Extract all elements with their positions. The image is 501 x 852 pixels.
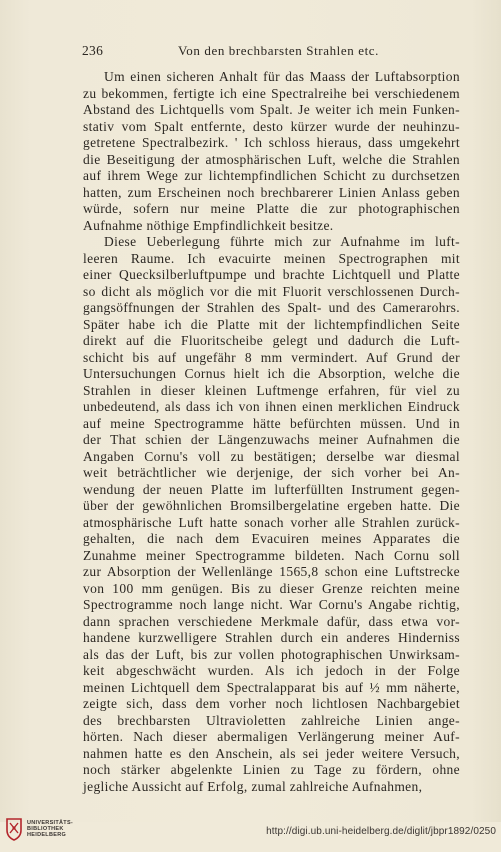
text-line: auf meine Spectrogramme hätte befürchten müssen. Und in: [83, 415, 460, 431]
text-line: meinen Lichtquell dem Spectralapparat bis auf ½ mm näherte,: [83, 679, 460, 695]
text-line: direkt auf die Fluoritscheibe gelegt und dadurch die Luft-: [83, 333, 460, 348]
text-line: stativ vom Spalt entfernte, desto kürzer wurde der neuhinzu-: [83, 118, 460, 134]
text-line: gehalten, die nach dem Evacuiren meines Apparates die: [83, 531, 460, 546]
text-line: Aufnahme nöthige Empfindlichkeit besitze.: [83, 217, 334, 233]
text-line: noch stärker abgelenkte Linien zu Tage zu fördern, ohne: [83, 762, 460, 777]
text-line: Strahlen in dieser kleinen Luftmenge erfahren, für viel zu: [83, 382, 460, 398]
text-line: des brechbarsten Ultravioletten zahlreiche Linien ange-: [83, 712, 460, 728]
library-name-line: HEIDELBERG: [27, 832, 67, 838]
text-line: Um einen sicheren Anhalt für das Maass der Luftabsorption: [104, 69, 460, 84]
text-line: unbedeutend, als dass ich von ihnen einen merklichen Eindruck: [83, 399, 460, 414]
library-name-line: BIBLIOTHEK: [27, 826, 64, 832]
text-line: getretene Spectralbezirk. ' Ich schloss hieraus, dass umgekehrt: [83, 135, 460, 150]
text-line: der That schien der Längenzuwachs meiner Aufnahmen die: [83, 432, 460, 447]
text-line: Abstand des Lichtquells vom Spalt. Je weiter ich mein Funken-: [83, 102, 460, 117]
text-line: die Beseitigung der atmosphärischen Luft, welche die Strahlen: [83, 151, 460, 167]
text-line: einer Quecksilberluftpumpe und brachte Lichtquell und Platte: [83, 267, 460, 282]
text-line: Untersuchungen Cornus hielt ich die Absorption, welche die: [83, 366, 460, 381]
text-line: über der gewöhnlichen Bromsilbergelatine ergeben hatte. Die: [83, 498, 460, 513]
page-number: 236: [82, 43, 104, 58]
text-line: so dicht als möglich vor die mit Fluorit verschlossenen Durch-: [83, 283, 460, 299]
text-line: Spectrogramme noch lange nicht. War Cornu's Angabe richtig,: [83, 597, 460, 612]
library-name: [27, 820, 73, 838]
text-line: auf ihrem Wege zur lichtempfindlichen Schicht zu durchsetzen: [83, 168, 460, 183]
heidelberg-library-logo-icon: [5, 817, 23, 841]
text-line: würde, sofern nur meine Platte die zur photographischen: [83, 201, 460, 216]
library-name-line: UNIVERSITÄTS-: [27, 820, 74, 826]
text-line: atmosphärische Luft hatte sonach vorher alle Strahlen zurück-: [83, 514, 460, 530]
text-line: leeren Raume. Ich evacuirte meinen Spectrographen mit: [83, 250, 460, 266]
text-line: dann sprachen verschiedene Merkmale dafür, dass etwa vor-: [83, 613, 460, 629]
text-line: handene kurzwelligere Strahlen durch ein anderes Hinderniss: [83, 630, 460, 645]
text-line: Angaben Cornu's voll zu bestätigen; derselbe war diesmal: [83, 448, 460, 464]
text-line: jegliche Aussicht auf Erfolg, zumal zahlreiche Aufnahmen,: [83, 778, 423, 794]
body-text: [83, 69, 460, 795]
running-head: [82, 43, 461, 61]
text-line: hatten, zum Erscheinen noch brechbarerer Linien Anlass geben: [83, 184, 460, 200]
text-line: von 100 mm genügen. Bis zu dieser Grenze reichten meine: [83, 580, 460, 596]
text-line: als das der Luft, bis zur vollen photographischen Unwirksam-: [83, 646, 460, 662]
text-line: Später habe ich die Platte mit der lichtempfindlichen Seite: [83, 316, 460, 332]
text-line: hörten. Nach dieser abermaligen Verlängerung meiner Auf-: [83, 729, 460, 744]
text-line: gangsöffnungen der Strahlen des Spalt- und des Camerarohrs.: [83, 300, 460, 315]
text-line: nahmen hatte es den Anschein, als sei jeder weitere Versuch,: [83, 745, 460, 761]
source-url-link[interactable]: http://digi.ub.uni-heidelberg.de/diglit/jbpr1892/0250: [266, 826, 496, 837]
text-line: zu bekommen, fertigte ich eine Spectralreihe bei verschiedenem: [83, 85, 460, 101]
text-line: Zunahme meiner Spectrogramme bildeten. Nach Cornu soll: [83, 547, 460, 563]
text-line: zeigte sich, dass dem vorher noch lichtlosen Nachbargebiet: [83, 696, 460, 711]
text-line: wendung der neuen Platte im lufterfüllten Instrument gegen-: [83, 481, 460, 497]
text-line: zur Absorption der Wellenlänge 1565,8 schon eine Luftstrecke: [83, 564, 460, 579]
text-line: weit beträchtlicher wie derjenige, der sich vorher bei An-: [83, 465, 460, 480]
text-line: Diese Ueberlegung führte mich zur Aufnahme im luft-: [104, 234, 460, 249]
text-line: schicht bis auf ungefähr 8 mm vermindert. Auf Grund der: [83, 349, 460, 365]
running-title: Von den brechbarsten Strahlen etc.: [178, 43, 380, 58]
text-line: keit abgeschwächt wurden. Als ich jedoch in der Folge: [83, 663, 460, 678]
